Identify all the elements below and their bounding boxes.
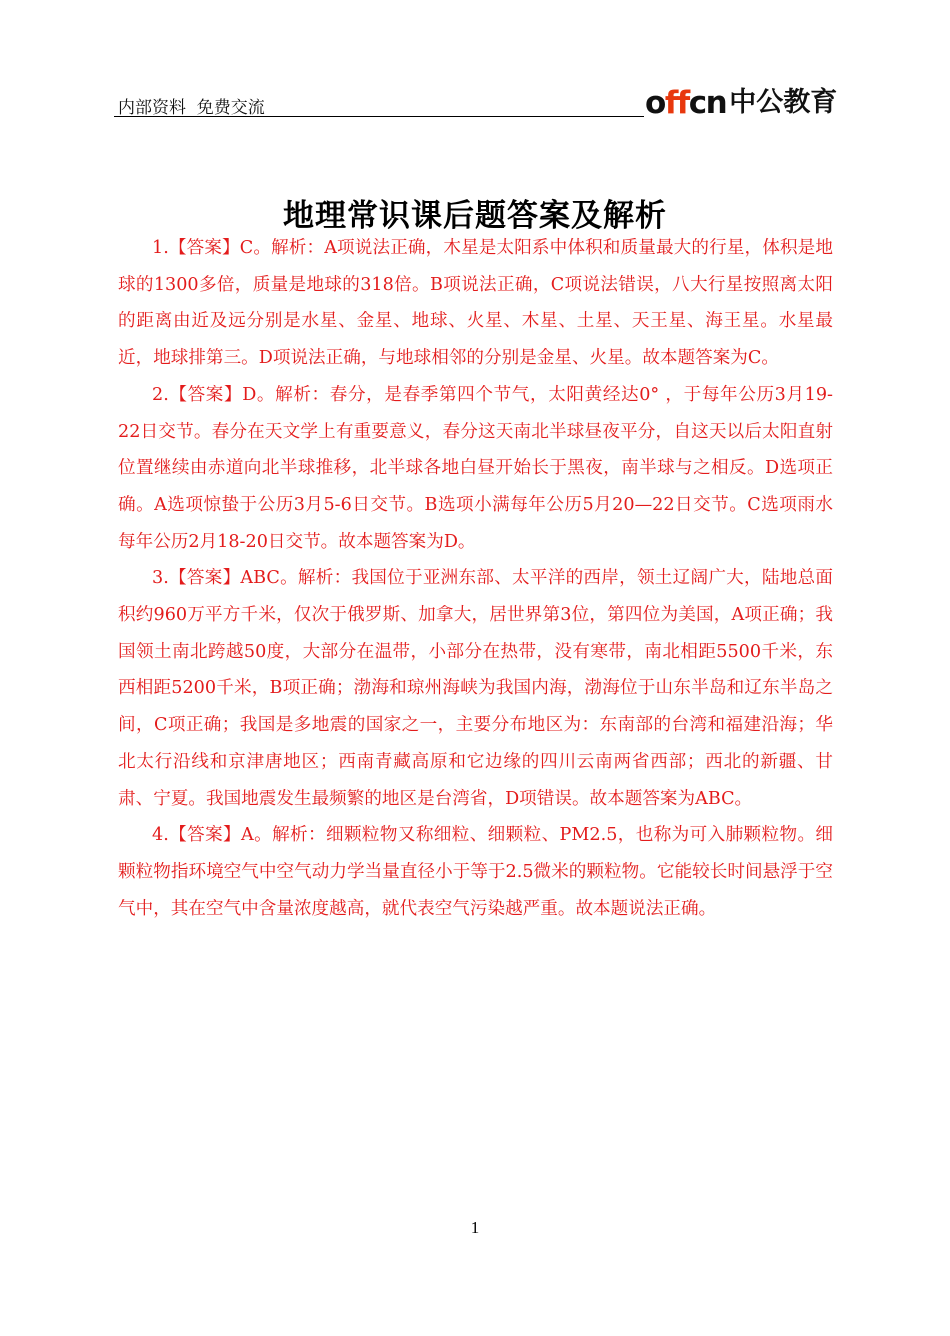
- header-caption: 内部资料 免费交流: [118, 98, 265, 118]
- answer-paragraph-4: 4.【答案】A。解析：细颗粒物又称细粒、细颗粒、PM2.5，也称为可入肺颗粒物。细颗粒物指环境空气中空气动力学当量直径小于等于2.5微米的颗粒物。它能较长时间悬浮于空气中，其在空气中含量浓度越高，就代表空气污染越严重。故本题说法正确。: [118, 825, 833, 919]
- offcn-logo: [645, 82, 837, 120]
- answer-paragraph-1: 1.【答案】C。解析：A项说法正确，木星是太阳系中体积和质量最大的行星，体积是地球的1300多倍，质量是地球的318倍。B项说法正确，C项说法错误，八大行星按照离太阳的距离由近及远分别是水星、金星、地球、火星、木星、土星、天王星、海王星。水星最近，地球排第三。D项说法正确，与地球相邻的分别是金星、火星。故本题答案为C。: [118, 238, 833, 369]
- logo-wordmark: [645, 86, 726, 120]
- logo-letters-cn: cn: [688, 85, 727, 121]
- logo-chinese-name: 中公教育: [729, 87, 838, 118]
- document-title: 地理常识课后题答案及解析: [283, 198, 667, 234]
- logo-letters-ff: ff: [664, 85, 689, 121]
- header-rule: [114, 116, 644, 117]
- answer-paragraph-3: 3.【答案】ABC。解析：我国位于亚洲东部、太平洋的西岸，领土辽阔广大，陆地总面积约960万平方千米，仅次于俄罗斯、加拿大，居世界第3位，第四位为美国，A项正确；我国领土南北跨越50度，大部分在温带，小部分在热带，没有寒带，南北相距5500千米，东西相距5200千米，B项正确；渤海和琼州海峡为我国内海，渤海位于山东半岛和辽东半岛之间，C项正确；我国是多地震的国家之一，主要分布地区为：东南部的台湾和福建沿海；华北太行沿线和京津唐地区；西南青藏高原和它边缘的四川云南两省西部；西北的新疆、甘肃、宁夏。我国地震发生最频繁的地区是台湾省，D项错误。故本题答案为ABC。: [118, 568, 833, 809]
- page-number: 1: [470, 1218, 480, 1237]
- answer-body: [118, 230, 833, 927]
- answer-paragraph-2: 2.【答案】D。解析：春分，是春季第四个节气，太阳黄经达0° ，于每年公历3月19-22日交节。春分在天文学上有重要意义，春分这天南北半球昼夜平分，自这天以后太阳直射位置继续由赤道向北半球推移，北半球各地白昼开始长于黑夜，南半球与之相反。D选项正确。A选项惊蛰于公历3月5-6日交节。B选项小满每年公历5月20—22日交节。C选项雨水每年公历2月18-20日交节。故本题答案为D。: [118, 384, 833, 552]
- logo-letter-o: o: [645, 85, 665, 121]
